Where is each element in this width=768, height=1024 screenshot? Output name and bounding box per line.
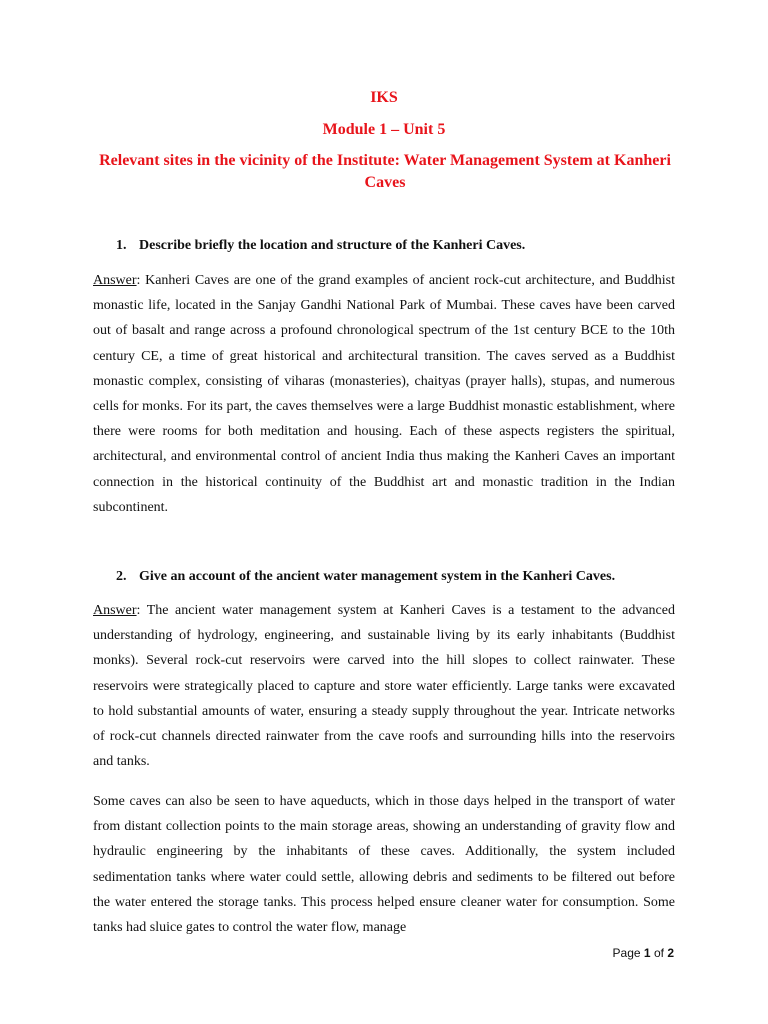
- current-page: 1: [643, 946, 651, 960]
- module-title: Module 1 – Unit 5: [322, 121, 446, 138]
- question-1-text: Describe briefly the location and structure of the Kanheri Caves.: [139, 238, 526, 253]
- page-number: [613, 946, 674, 960]
- total-pages: 2: [667, 946, 674, 960]
- of-word: of: [653, 946, 664, 960]
- question-2-number: 2.: [116, 569, 127, 584]
- question-1-number: 1.: [116, 238, 127, 253]
- course-title: IKS: [370, 89, 398, 106]
- answer-2: [93, 598, 675, 774]
- answer-2-continuation: Some caves can also be seen to have aqueducts, which in those days helped in the transport of water from distant collection points to the main storage areas, showing an understanding of gravity flow and hydraulic engineering by the inhabitants of these caves. Additionally, the system included sedimentation tanks where water could settle, allowing debris and sediments to be filtered out before the water entered the storage tanks. This process helped ensure cleaner water for consumption. Some tanks had sluice gates to control the water flow, manage: [93, 794, 675, 936]
- question-1: [116, 237, 696, 255]
- answer-2-label: Answer: [93, 603, 137, 618]
- answer-1-text: : Kanheri Caves are one of the grand examples of ancient rock-cut architecture, and Buddhist monastic life, located in the Sanjay Gandhi National Park of Mumbai. These caves have been carved out of basalt and range across a profound chronological spectrum of the 1st century BCE to the 10th century CE, a time of great historical and architectural transition. The caves served as a Buddhist monastic complex, consisting of viharas (monasteries), chaityas (prayer halls), stupas, and numerous cells for monks. For its part, the caves themselves were a large Buddhist monastic establishment, where there were rooms for both meditation and housing. Each of these aspects registers the spiritual, architectural, and environmental control of ancient India thus making the Kanheri Caves an important connection in the historical continuity of the Buddhist art and monastic tradition in the Indian subcontinent.: [93, 273, 675, 515]
- page-word: Page: [612, 946, 641, 960]
- topic-title: Relevant sites in the vicinity of the Institute: Water Management System at Kanheri Caves: [99, 152, 671, 191]
- question-2-text: Give an account of the ancient water management system in the Kanheri Caves.: [139, 569, 616, 584]
- answer-2-text: : The ancient water management system at Kanheri Caves is a testament to the advanced understanding of hydrology, engineering, and sustainable living by its early inhabitants (Buddhist monks). Several rock-cut reservoirs were carved into the hill slopes to collect rainwater. These reservoirs were strategically placed to capture and store water efficiently. Large tanks were excavated to hold substantial amounts of water, ensuring a steady supply throughout the year. Intricate networks of rock-cut channels directed rainwater from the cave roofs and surrounding hills into the reservoirs and tanks.: [93, 603, 675, 770]
- answer-1-label: Answer: [93, 273, 137, 288]
- question-2: [116, 568, 696, 586]
- answer-1: [93, 268, 675, 520]
